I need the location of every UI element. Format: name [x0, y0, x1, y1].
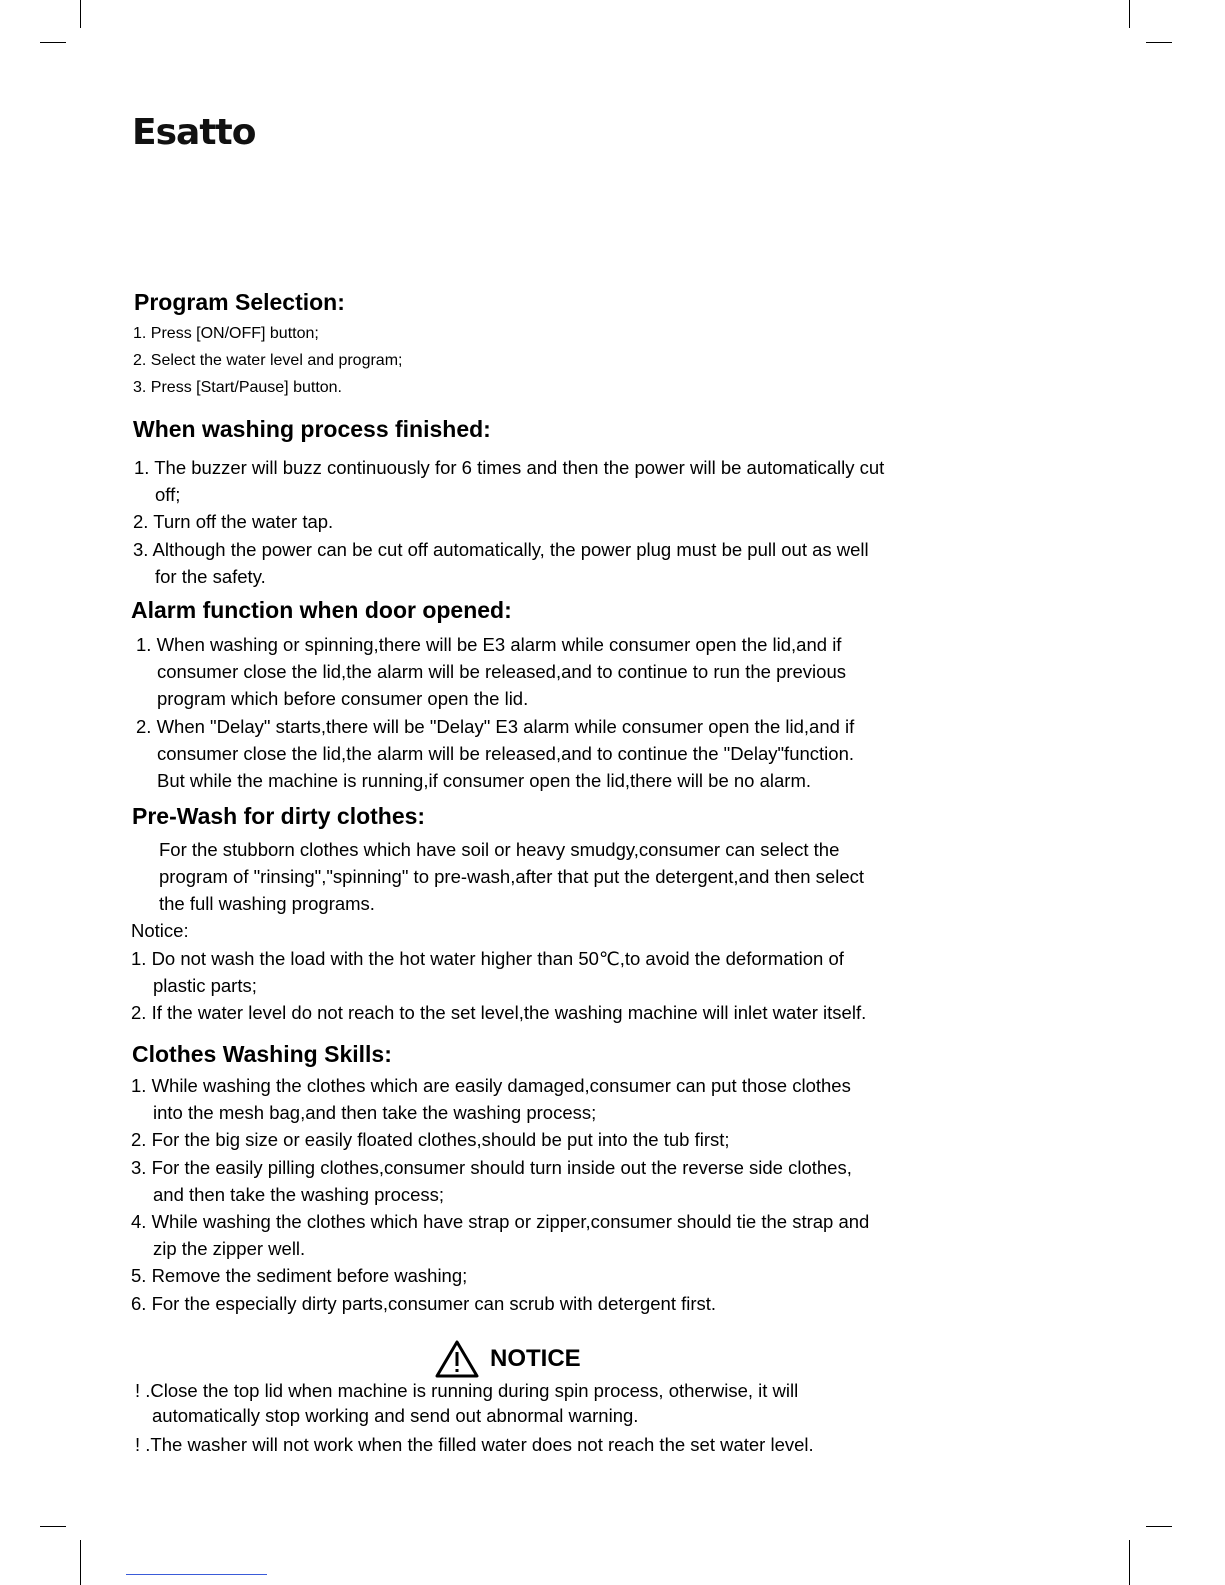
- section-heading-skills: Clothes Washing Skills:: [132, 1041, 392, 1067]
- list-item: 2. Select the water level and program;: [133, 352, 403, 369]
- section-heading-finished: When washing process finished:: [133, 416, 491, 442]
- notice-item: ! .Close the top lid when machine is running during spin process, otherwise, it will: [135, 1380, 799, 1401]
- crop-mark: [80, 0, 81, 28]
- paragraph-line: the full washing programs.: [159, 893, 375, 914]
- notice-item: automatically stop working and send out abnormal warning.: [152, 1405, 639, 1426]
- brand-logo: Esatto: [132, 112, 256, 153]
- crop-mark: [1129, 0, 1130, 28]
- crop-mark: [80, 1540, 81, 1585]
- list-item: 6. For the especially dirty parts,consumer can scrub with detergent first.: [131, 1293, 717, 1314]
- list-item: 1. Press [ON/OFF] button;: [133, 325, 319, 342]
- list-item: off;: [155, 484, 181, 505]
- notice-title-text: NOTICE: [490, 1345, 581, 1372]
- notice-label: Notice:: [131, 920, 189, 941]
- list-item: 2. Turn off the water tap.: [133, 511, 334, 532]
- list-item: 1. When washing or spinning,there will be E3 alarm while consumer open the lid,and if: [136, 634, 842, 655]
- list-item: 1. Do not wash the load with the hot water higher than 50℃,to avoid the deformation of: [131, 948, 844, 969]
- notice-title: [434, 1339, 581, 1379]
- crop-mark: [40, 42, 66, 43]
- list-item: 3. Press [Start/Pause] button.: [133, 379, 342, 396]
- list-item: 5. Remove the sediment before washing;: [131, 1265, 468, 1286]
- section-heading-prewash: Pre-Wash for dirty clothes:: [132, 803, 426, 829]
- list-item: 3. For the easily pilling clothes,consumer should turn inside out the reverse side clothes,: [131, 1157, 852, 1178]
- list-item: 2. For the big size or easily floated clothes,should be put into the tub first;: [131, 1129, 730, 1150]
- paragraph-line: program of "rinsing","spinning" to pre-wash,after that put the detergent,and then select: [159, 866, 865, 887]
- list-item: program which before consumer open the lid.: [157, 688, 529, 709]
- list-item: 2. When "Delay" starts,there will be "Delay" E3 alarm while consumer open the lid,and if: [136, 716, 855, 737]
- list-item: But while the machine is running,if consumer open the lid,there will be no alarm.: [157, 770, 812, 791]
- paragraph-line: For the stubborn clothes which have soil or heavy smudgy,consumer can select the: [159, 839, 840, 860]
- notice-item: ! .The washer will not work when the filled water does not reach the set water level.: [135, 1434, 814, 1455]
- list-item: for the safety.: [155, 566, 266, 587]
- list-item: 4. While washing the clothes which have strap or zipper,consumer should tie the strap and: [131, 1211, 870, 1232]
- list-item: 1. While washing the clothes which are easily damaged,consumer can put those clothes: [131, 1075, 851, 1096]
- list-item: 3. Although the power can be cut off automatically, the power plug must be pull out as well: [133, 539, 869, 560]
- list-item: zip the zipper well.: [153, 1238, 306, 1259]
- footer-underline: [126, 1574, 267, 1575]
- crop-mark: [1146, 1526, 1172, 1527]
- section-heading-program-selection: Program Selection:: [134, 289, 345, 315]
- list-item: and then take the washing process;: [153, 1184, 445, 1205]
- list-item: plastic parts;: [153, 975, 257, 996]
- crop-mark: [1129, 1540, 1130, 1585]
- list-item: 1. The buzzer will buzz continuously for 6 times and then the power will be automatically cut: [134, 457, 885, 478]
- list-item: consumer close the lid,the alarm will be released,and to continue to run the previous: [157, 661, 846, 682]
- list-item: into the mesh bag,and then take the washing process;: [153, 1102, 597, 1123]
- crop-mark: [1146, 42, 1172, 43]
- list-item: 2. If the water level do not reach to the set level,the washing machine will inlet water itself.: [131, 1002, 867, 1023]
- section-heading-alarm: Alarm function when door opened:: [131, 597, 512, 623]
- crop-mark: [40, 1526, 66, 1527]
- warning-triangle-icon: [434, 1339, 480, 1379]
- list-item: consumer close the lid,the alarm will be released,and to continue the "Delay"function.: [157, 743, 854, 764]
